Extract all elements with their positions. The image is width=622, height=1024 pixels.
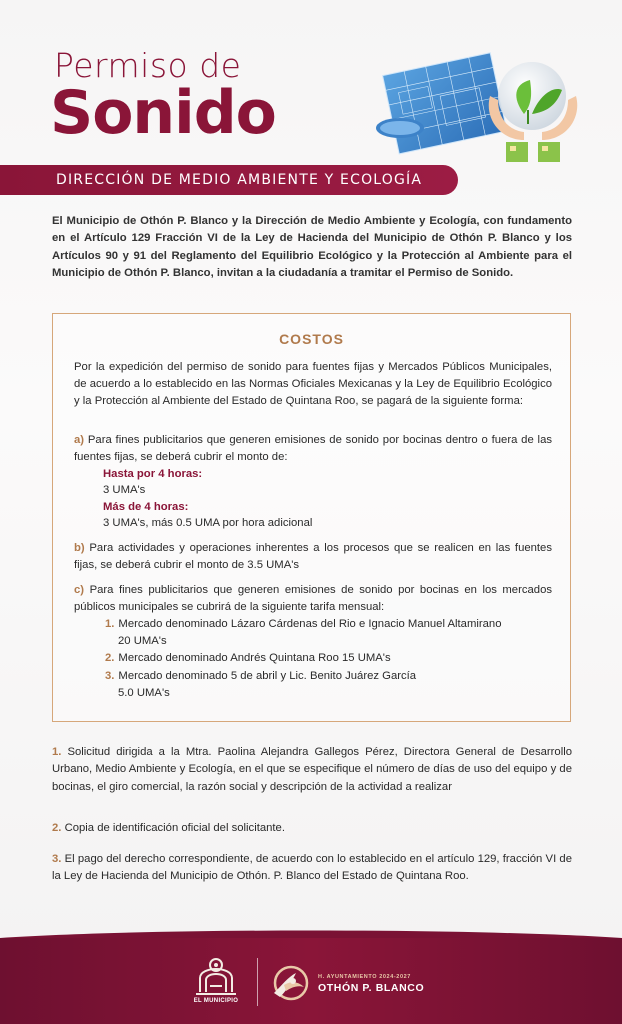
- market-item: [105, 650, 525, 667]
- option-up-to-4h-label: Hasta por 4 horas:: [103, 468, 203, 480]
- cost-item-a-marker: a): [74, 434, 85, 446]
- requirement-item: [52, 820, 572, 837]
- costs-section: [52, 313, 571, 722]
- market-item-text: Mercado denominado Lázaro Cárdenas del Rio e Ignacio Manuel Altamirano: [118, 618, 502, 630]
- requirement-number: 2.: [52, 822, 62, 834]
- requirement-text: Solicitud dirigida a la Mtra. Paolina Alejandra Gallegos Pérez, Directora General de Desarrollo Urbano, Medio Ambiente y Ecología, en el que se especifique el número de días de uso del equipo y de bocinas, el giro comercial, la razón social y descripción de la actividad a realizar: [52, 746, 573, 793]
- department-banner: [0, 165, 458, 195]
- market-item: [105, 668, 525, 702]
- market-item-text: Mercado denominado Andrés Quintana Roo 15 UMA's: [118, 652, 391, 664]
- footer-divider: [257, 958, 258, 1006]
- council-name-label: OTHÓN P. BLANCO: [318, 982, 425, 994]
- footer: [0, 938, 622, 1024]
- cost-item-c-marker: c): [74, 584, 85, 596]
- market-item-number: 2.: [105, 652, 115, 664]
- market-item-price: 5.0 UMA's: [118, 686, 170, 699]
- costs-title: COSTOS: [279, 331, 344, 347]
- requirement-text: Copia de identificación oficial del solicitante.: [64, 822, 285, 834]
- costs-intro: Por la expedición del permiso de sonido para fuentes fijas y Mercados Públicos Municipales, de acuerdo a lo establecido en las Normas Oficiales Mexicanas y la Ley de Equilibrio Ecológico y la Protección al Ambiente del Estado de Quintana Roo, se pagará de la siguiente forma:: [74, 361, 552, 407]
- intro-paragraph: El Municipio de Othón P. Blanco y la Dirección de Medio Ambiente y Ecología, con fundamento en el Artículo 129 Fracción VI de la Ley de Hacienda del Municipio de Othón P. Blanco y los Artículos 90 y 91 del Reglamento del Equilibrio Ecológico y la Protección al Ambiente para el Municipio de Othón P. Blanco, invitan a la ciudadanía a tramitar el Permiso de Sonido.: [52, 215, 572, 280]
- municipality-label: EL MUNICIPIO: [193, 998, 239, 1004]
- requirement-text: El pago del derecho correspondiente, de acuerdo con lo establecido en el artículo 129, fracción VI de la Ley de Hacienda del Municipio de Othón. P. Blanco del Estado de Quintana Roo.: [52, 853, 572, 883]
- option-up-to-4h-value: 3 UMA's: [103, 484, 146, 496]
- council-period-label: H. AYUNTAMIENTO 2024-2027: [318, 974, 411, 980]
- market-item: [105, 616, 525, 650]
- market-item-price: 20 UMA's: [118, 634, 167, 647]
- requirement-number: 1.: [52, 746, 62, 758]
- market-item-number: 1.: [105, 618, 115, 630]
- department-name: DIRECCIÓN DE MEDIO AMBIENTE Y ECOLOGÍA: [56, 172, 423, 188]
- market-item-text: Mercado denominado 5 de abril y Lic. Benito Juárez García: [118, 670, 417, 682]
- cost-item-b-text: Para actividades y operaciones inherentes a los procesos que se realicen en las fuentes fijas, se deberá cubrir el monto de 3.5 UMA's: [74, 542, 552, 571]
- cost-item-c-text: Para fines publicitarios que generen emisiones de sonido por bocinas en los mercados públicos municipales se cubrirá de la siguiente tarifa mensual:: [74, 584, 552, 613]
- market-item-number: 3.: [105, 670, 115, 682]
- cost-item-b-marker: b): [74, 542, 85, 554]
- requirement-item: [52, 851, 572, 886]
- title-line-1: Permiso de: [54, 46, 242, 85]
- cost-item-c: [74, 582, 552, 616]
- requirement-item: [52, 744, 572, 796]
- city-council-emblem-icon: [270, 963, 310, 1003]
- cost-item-a: [74, 432, 552, 466]
- municipality-emblem-icon: [192, 956, 240, 998]
- option-over-4h-label: Más de 4 horas:: [103, 501, 189, 513]
- cost-item-b: [74, 540, 552, 574]
- title-line-2: Sonido: [50, 78, 276, 148]
- cost-item-a-text: Para fines publicitarios que generen emisiones de sonido por bocinas dentro o fuera de las fuentes fijas, se deberá cubrir el monto de:: [74, 434, 552, 463]
- option-over-4h-value: 3 UMA's, más 0.5 UMA por hora adicional: [103, 517, 313, 529]
- blueprint-plant-illustration: [372, 36, 594, 170]
- requirement-number: 3.: [52, 853, 62, 865]
